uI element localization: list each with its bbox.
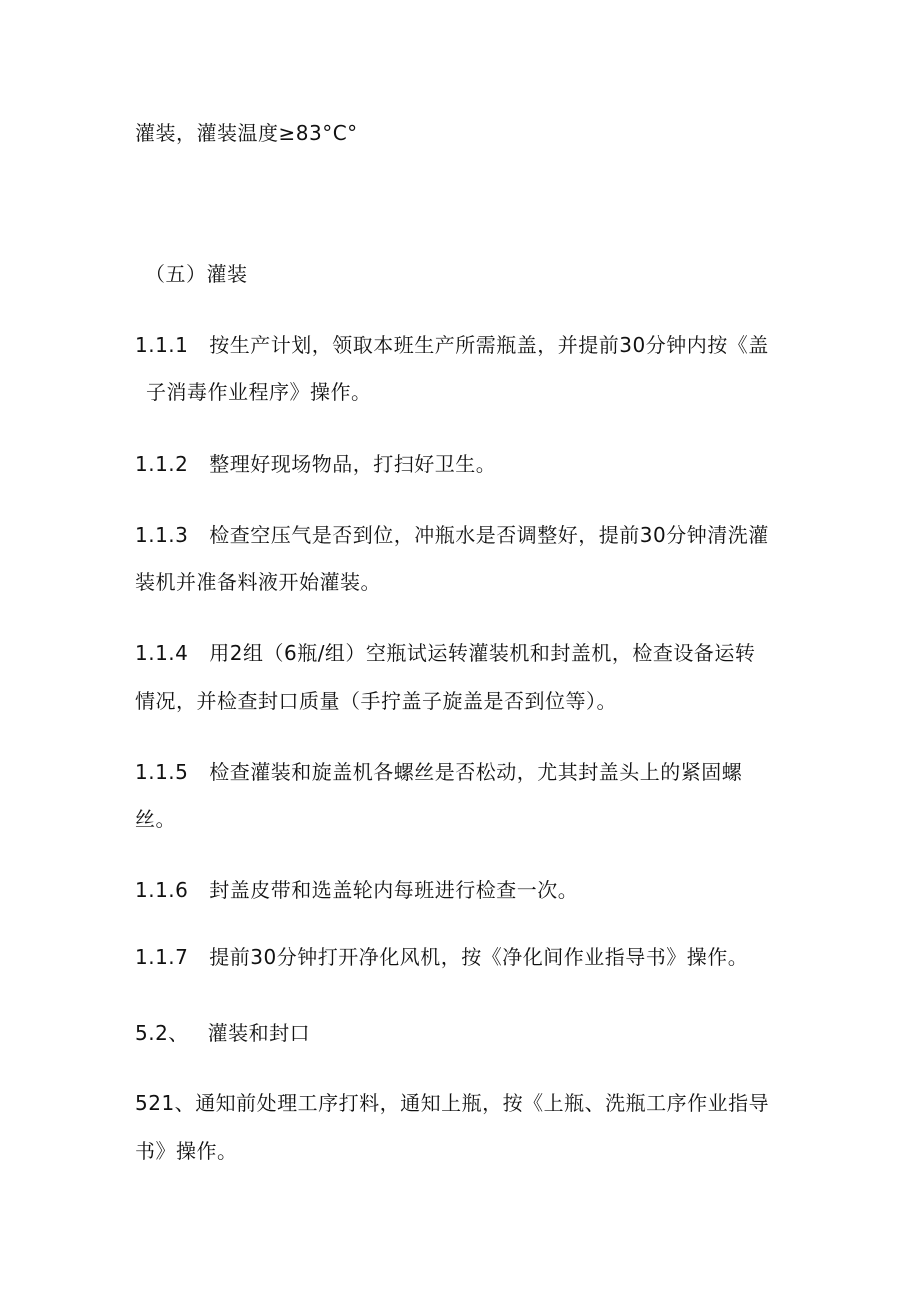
item-number: 1.1.3 — [135, 523, 189, 547]
item-continuation: 情况，并检查封口质量（手拧盖子旋盖是否到位等）。 — [135, 689, 617, 713]
subsection-number: 5.2、 — [135, 1021, 189, 1045]
list-item-521 — [135, 1091, 769, 1115]
item-text: 用2组（6瓶/组）空瓶试运转灌装机和封盖机，检查设备运转 — [209, 641, 756, 665]
item-number: 1.1.2 — [135, 452, 189, 476]
list-item-1-1-1 — [135, 333, 769, 357]
item-number: 1.1.5 — [135, 760, 189, 784]
item-number: 1.1.1 — [135, 333, 189, 357]
list-item-1-1-3 — [135, 523, 769, 547]
item-continuation: 装机并准备料液开始灌装。 — [135, 570, 381, 594]
item-text: 提前30分钟打开净化风机，按《净化间作业指导书》操作。 — [209, 945, 749, 969]
item-number: 1.1.4 — [135, 641, 189, 665]
item-text: 检查空压气是否到位，冲瓶水是否调整好，提前30分钟清洗灌 — [209, 523, 769, 547]
subsection-title: 灌装和封口 — [207, 1021, 311, 1045]
list-item-1-1-6 — [135, 878, 578, 902]
item-number: 1.1.7 — [135, 945, 189, 969]
item-text: 封盖皮带和选盖轮内每班进行检查一次。 — [209, 878, 579, 902]
section-heading: （五）灌装 — [145, 262, 248, 286]
item-continuation: 丝。 — [135, 807, 176, 831]
item-number: 521、 — [135, 1091, 196, 1115]
item-continuation: 子消毒作业程序》操作。 — [146, 380, 372, 404]
item-text: 检查灌装和旋盖机各螺丝是否松动，尤其封盖头上的紧固螺 — [209, 760, 743, 784]
list-item-1-1-2 — [135, 452, 496, 476]
item-continuation: 书》操作。 — [135, 1139, 238, 1163]
item-number: 1.1.6 — [135, 878, 189, 902]
list-item-1-1-5 — [135, 760, 742, 784]
item-text: 通知前处理工序打料，通知上瓶，按《上瓶、洗瓶工序作业指导 — [195, 1091, 770, 1115]
item-text: 按生产计划，领取本班生产所需瓶盖，并提前30分钟内按《盖 — [209, 333, 769, 357]
subsection-heading — [135, 1021, 310, 1045]
list-item-1-1-4 — [135, 641, 755, 665]
item-text: 整理好现场物品，打扫好卫生。 — [209, 452, 497, 476]
list-item-1-1-7 — [135, 945, 748, 969]
intro-line: 灌装，灌装温度≥83°C° — [135, 121, 358, 145]
